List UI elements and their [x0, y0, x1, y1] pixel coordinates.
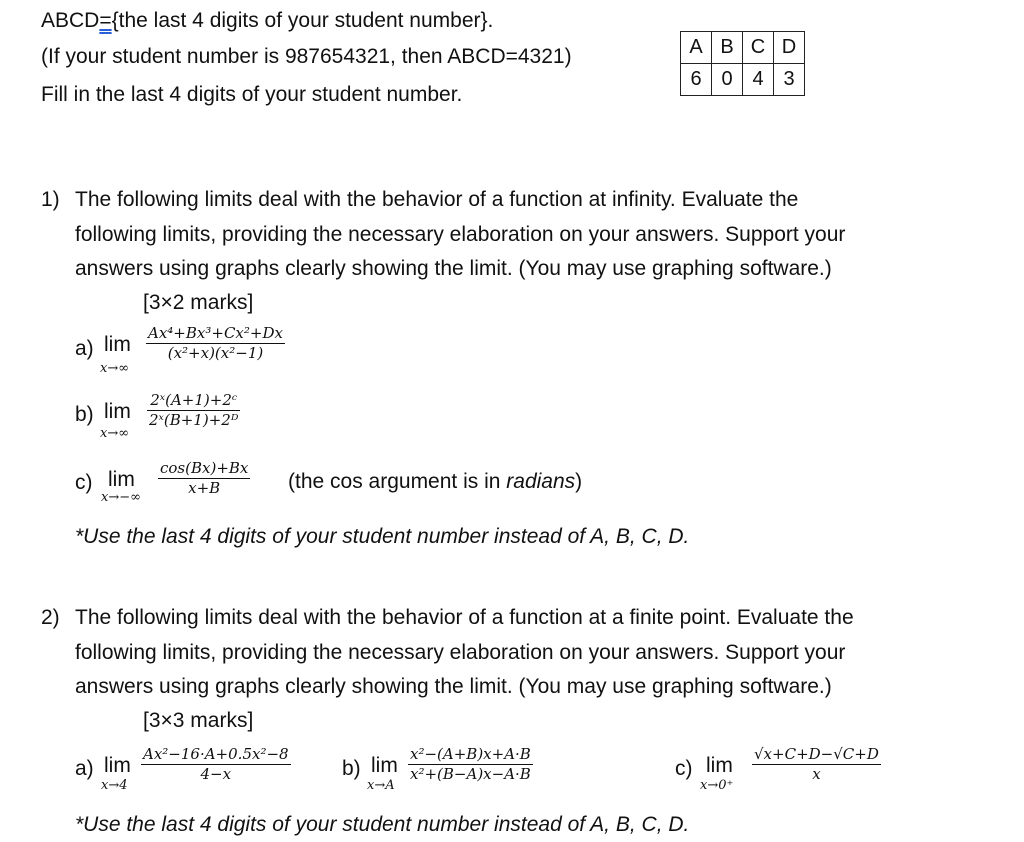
- letter-cell-b: B: [712, 32, 743, 64]
- q1a-lim-sub: x→∞: [100, 361, 130, 376]
- q2a-denominator: 4−x: [200, 765, 232, 784]
- q1b-numerator: 2ˣ(A+1)+2ᶜ: [150, 391, 238, 409]
- q2b-lim: lim: [371, 754, 398, 777]
- q1c-lim-sub: x→−∞: [101, 490, 141, 505]
- value-cell-d: 3: [774, 64, 805, 96]
- q1c-note-prefix: (the cos argument is in: [288, 470, 507, 493]
- q1b-label: b): [75, 403, 94, 426]
- q2c-label: c): [675, 757, 693, 780]
- letter-cell-a: A: [681, 32, 712, 64]
- q2c-fraction: [752, 745, 881, 784]
- q1b-fraction: [147, 391, 240, 430]
- q1b-denominator: 2ˣ(B+1)+2ᴰ: [149, 411, 239, 430]
- equals-sign: =: [99, 9, 112, 32]
- q2a-lim-sub: x→4: [101, 778, 128, 793]
- q2b-lim-sub: x→A: [367, 778, 395, 793]
- value-cell-c: 4: [743, 64, 774, 96]
- q1c-fraction: [158, 459, 250, 498]
- q2-text-line-3: answers using graphs clearly showing the limit. (You may use graphing software.): [75, 675, 832, 698]
- q1c-label: c): [75, 471, 93, 494]
- q1c-note: [288, 469, 582, 495]
- q1a-numerator: Ax⁴+Bx³+Cx²+Dx: [148, 324, 283, 342]
- q2a-lim: lim: [104, 754, 131, 777]
- q2-text-line-1: The following limits deal with the behavior of a function at a finite point. Evaluate the: [75, 606, 854, 629]
- q1-text-line-1: The following limits deal with the behavior of a function at infinity. Evaluate the: [75, 188, 799, 211]
- student-digits-table: [680, 31, 805, 96]
- q1a-fraction: [146, 324, 285, 363]
- q1-text-line-2: following limits, providing the necessary elaboration on your answers. Support your: [75, 223, 846, 246]
- q1c-numerator: cos(Bx)+Bx: [160, 459, 249, 477]
- q1a-lim: lim: [104, 333, 131, 356]
- values-row: [681, 64, 805, 96]
- header-line-1: [41, 8, 493, 34]
- q2b-label: b): [342, 757, 361, 780]
- header-line-1-text: {the last 4 digits of your student number}.: [111, 9, 494, 32]
- q1-number: 1): [41, 188, 60, 211]
- letters-row: [681, 32, 805, 64]
- header-line-3: Fill in the last 4 digits of your student number.: [41, 83, 463, 106]
- q2-marks: [3×3 marks]: [143, 709, 254, 732]
- letter-cell-c: C: [743, 32, 774, 64]
- header-line-2: (If your student number is 987654321, then ABCD=4321): [41, 45, 572, 68]
- q1-footnote: *Use the last 4 digits of your student number instead of A, B, C, D.: [75, 525, 690, 548]
- q2c-numerator: √x+C+D−√C+D: [754, 745, 879, 763]
- q2b-fraction: [408, 745, 533, 784]
- letter-cell-d: D: [774, 32, 805, 64]
- q1c-denominator: x+B: [188, 479, 221, 498]
- q2b-numerator: x²−(A+B)x+A·B: [410, 745, 531, 763]
- q2-number: 2): [41, 606, 60, 629]
- q2c-denominator: x: [812, 765, 821, 784]
- q2a-label: a): [75, 757, 94, 780]
- q1a-denominator: (x²+x)(x²−1): [167, 344, 264, 363]
- q1c-note-suffix: ): [575, 470, 583, 493]
- q2a-numerator: Ax²−16·A+0.5x²−8: [143, 745, 289, 763]
- q2-footnote: *Use the last 4 digits of your student number instead of A, B, C, D.: [75, 813, 690, 836]
- q1b-lim-sub: x→∞: [100, 426, 130, 441]
- q1c-note-radians: radians: [506, 470, 576, 493]
- q2-text-line-2: following limits, providing the necessary elaboration on your answers. Support your: [75, 641, 846, 664]
- q1a-label: a): [75, 337, 94, 360]
- q1c-lim: lim: [108, 468, 135, 491]
- abcd-label: ABCD: [41, 9, 100, 32]
- value-cell-a: 6: [681, 64, 712, 96]
- q2b-denominator: x²+(B−A)x−A·B: [410, 765, 531, 784]
- q1b-lim: lim: [104, 400, 131, 423]
- q2c-lim-sub: x→0⁺: [700, 778, 734, 793]
- q1-text-line-3: answers using graphs clearly showing the limit. (You may use graphing software.): [75, 257, 832, 280]
- value-cell-b: 0: [712, 64, 743, 96]
- q2a-fraction: [141, 745, 291, 784]
- q1-marks: [3×2 marks]: [143, 291, 254, 314]
- q2c-lim: lim: [706, 754, 733, 777]
